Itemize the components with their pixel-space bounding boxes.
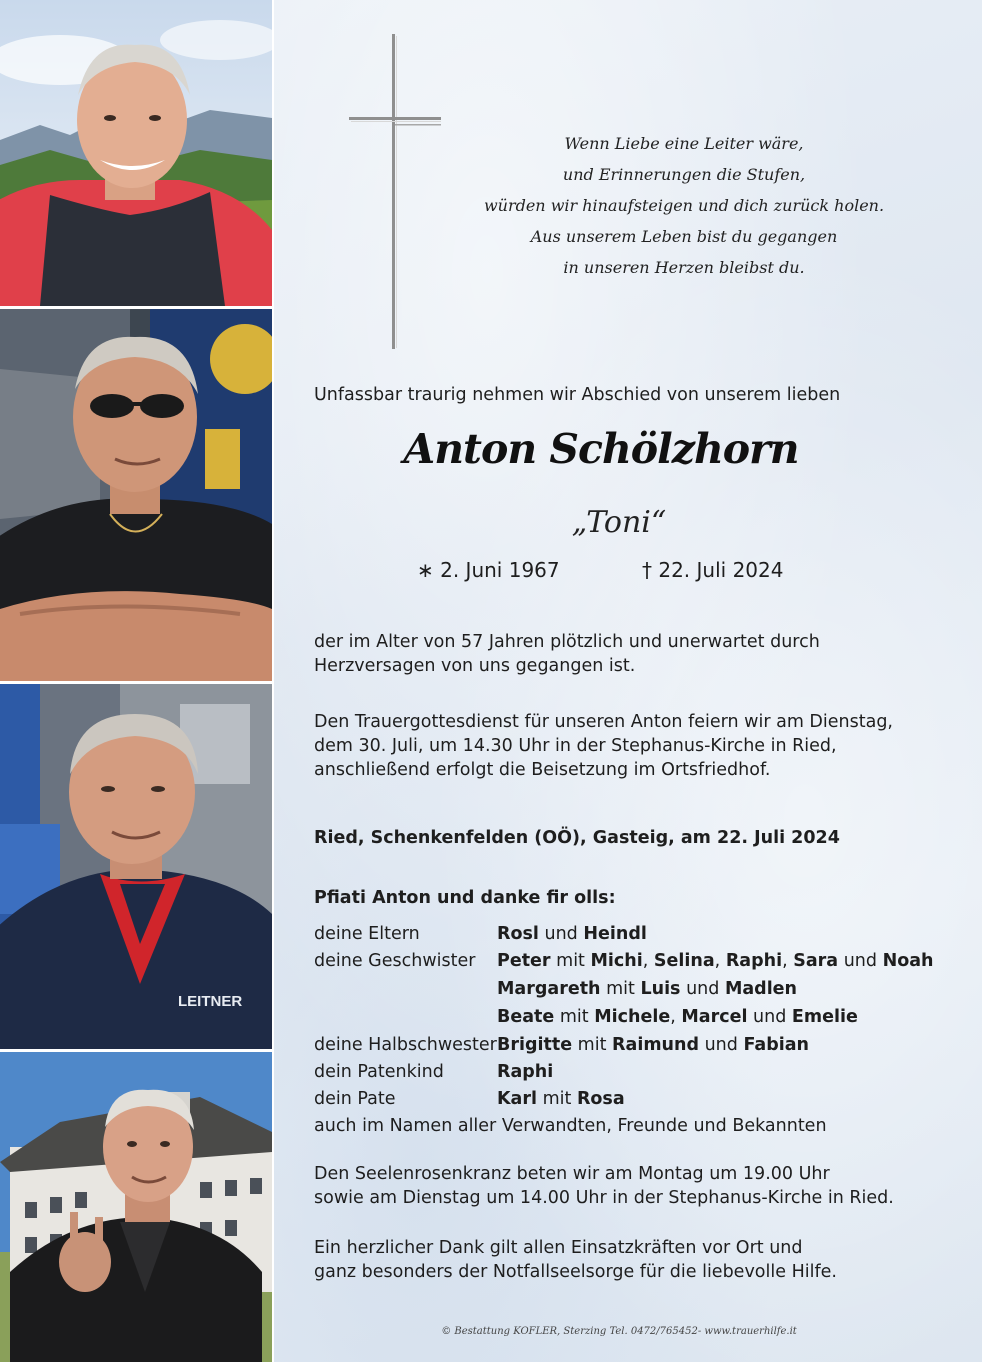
portrait-photo-building — [0, 1052, 272, 1362]
paragraph-line: ganz besonders der Notfallseelsorge für die liebevolle Hilfe. — [314, 1262, 837, 1282]
jacket-print: LEITNER — [178, 993, 243, 1010]
portrait-photo-mountains — [0, 0, 272, 306]
mourner-names: Rosl und Heindl — [497, 924, 647, 944]
paragraph-line: Den Trauergottesdienst für unseren Anton feiern wir am Dienstag, — [314, 712, 893, 732]
cause-paragraph — [314, 630, 820, 678]
mourner-names: Margareth mit Luis und Madlen — [497, 979, 798, 999]
thanks-paragraph — [314, 1236, 837, 1284]
poem-line: in unseren Herzen bleibst du. — [563, 258, 805, 277]
mourner-names: Karl mit Rosa — [497, 1089, 625, 1109]
obituary-text-panel — [274, 0, 982, 1362]
mourner-names: Brigitte mit Raimund und Fabian — [497, 1035, 809, 1055]
poem-line: Wenn Liebe eine Leiter wäre, — [564, 134, 804, 153]
memorial-poem — [454, 128, 914, 283]
cross-icon — [349, 34, 444, 353]
intro-text: Unfassbar traurig nehmen wir Abschied von unserem lieben — [314, 385, 841, 405]
mourner-names: Beate mit Michele, Marcel und Emelie — [497, 1007, 858, 1027]
poem-line: Aus unserem Leben bist du gegangen — [530, 227, 838, 246]
portrait-photo-leitner-jacket — [0, 684, 272, 1049]
relation-label: deine Eltern — [314, 924, 420, 944]
paragraph-line: Herzversagen von uns gegangen ist. — [314, 656, 636, 676]
paragraph-line: Den Seelenrosenkranz beten wir am Montag um 19.00 Uhr — [314, 1164, 830, 1184]
paragraph-line: dem 30. Juli, um 14.30 Uhr in der Stephanus-Kirche in Ried, — [314, 736, 837, 756]
portrait-photo-sunglasses — [0, 309, 272, 681]
funeral-service-paragraph — [314, 710, 893, 782]
paragraph-line: sowie am Dienstag um 14.00 Uhr in der Stephanus-Kirche in Ried. — [314, 1188, 894, 1208]
farewell-line: Pfiati Anton und danke fir olls: — [314, 888, 616, 908]
photo-column — [0, 0, 272, 1362]
relation-label: dein Patenkind — [314, 1062, 444, 1082]
poem-line: und Erinnerungen die Stufen, — [562, 165, 806, 184]
relation-label: deine Halbschwester — [314, 1035, 497, 1055]
relation-label: dein Pate — [314, 1089, 396, 1109]
relation-label: deine Geschwister — [314, 951, 476, 971]
paragraph-line: Ein herzlicher Dank gilt allen Einsatzkräften vor Ort und — [314, 1238, 803, 1258]
poem-line: würden wir hinaufsteigen und dich zurück holen. — [483, 196, 885, 215]
deceased-nickname: „Toni“ — [571, 505, 667, 540]
place-date-line: Ried, Schenkenfelden (OÖ), Gasteig, am 22. Juli 2024 — [314, 828, 840, 848]
death-date: † 22. Juli 2024 — [642, 558, 784, 582]
paragraph-line: anschließend erfolgt die Beisetzung im Ortsfriedhof. — [314, 760, 771, 780]
mourner-names: Peter mit Michi, Selina, Raphi, Sara und Noah — [497, 951, 934, 971]
paragraph-line: der im Alter von 57 Jahren plötzlich und unerwartet durch — [314, 632, 820, 652]
birth-date: ∗ 2. Juni 1967 — [417, 558, 560, 582]
rosary-paragraph — [314, 1162, 894, 1210]
funeral-home-footer: © Bestattung KOFLER, Sterzing Tel. 0472/765452- www.trauerhilfe.it — [441, 1326, 797, 1337]
deceased-name: Anton Schölzhorn — [403, 425, 799, 473]
on-behalf-line: auch im Namen aller Verwandten, Freunde und Bekannten — [314, 1116, 827, 1136]
mourner-names: Raphi — [497, 1062, 554, 1082]
